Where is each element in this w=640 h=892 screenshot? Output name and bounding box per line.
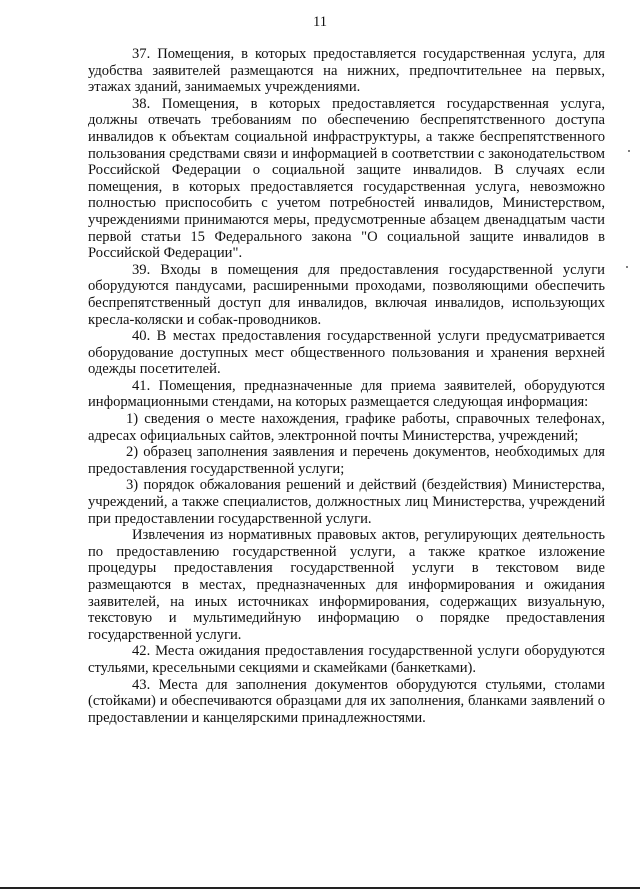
paragraph-42: 42. Места ожидания предоставления государственной услуги оборудуются стульями, кресельными секциями и скамейками (банкетками). [88, 643, 605, 676]
paragraph-37: 37. Помещения, в которых предоставляется государственная услуга, для удобства заявителей размещаются на нижних, предпочтительнее на первых, этажах зданий, занимаемых учреждениями. [88, 46, 605, 96]
list-item-2: 2) образец заполнения заявления и перечень документов, необходимых для предоставления государственной услуги; [88, 444, 605, 477]
paragraph-41: 41. Помещения, предназначенные для приема заявителей, оборудуются информационными стендами, на которых размещается следующая информация: [88, 377, 605, 411]
list-item-1: 1) сведения о месте нахождения, графике работы, справочных телефонах, адресах официальных сайтов, электронной почты Министерства, учреждений; [88, 411, 605, 444]
list-item-3: 3) порядок обжалования решений и действий (бездействия) Министерства, учреждений, а также специалистов, должностных лиц Министерства, учреждений при предоставлении государственной услуги. [88, 477, 605, 527]
page-number: 11 [312, 14, 328, 30]
scan-speck [626, 266, 628, 268]
paragraph-40: 40. В местах предоставления государственной услуги предусматривается оборудование доступных мест общественного пользования и хранения верхней одежды посетителей. [88, 328, 605, 378]
paragraph-39: 39. Входы в помещения для предоставления государственной услуги оборудуются пандусами, расширенными проходами, позволяющими обеспечить беспрепятственный доступ для инвалидов, включая инвалидов, использующих кресла-коляски и собак-проводников. [88, 261, 605, 328]
document-body [88, 46, 605, 726]
paragraph-extracts: Извлечения из нормативных правовых актов, регулирующих деятельность по предоставлению государственной услуги, а также краткое изложение процедуры предоставления государственной услуги в текстовом виде размещаются в местах, предназначенных для информирования и ожидания заявителей, на иных источниках информирования, содержащих визуальную, текстовую и мультимедийную информацию о порядке предоставления государственной услуги. [88, 527, 605, 643]
page-bottom-edge [0, 887, 640, 889]
paragraph-43: 43. Места для заполнения документов оборудуются стульями, столами (стойками) и обеспечиваются образцами для их заполнения, бланками заявлений о предоставлении и канцелярскими принадлежностями. [88, 676, 605, 726]
paragraph-38: 38. Помещения, в которых предоставляется государственная услуга, должны отвечать требованиям по обеспечению беспрепятственного доступа инвалидов к объектам социальной инфраструктуры, а также беспрепятственного пользования средствами связи и информацией в соответствии с законодательством Российской Федерации о социальной защите инвалидов. В случаях если помещения, в которых предоставляется государственная услуга, невозможно полностью приспособить с учетом потребностей инвалидов, Министерством, учреждениями принимаются меры, предусмотренные абзацем двенадцатым части первой статьи 15 Федерального закона "О социальной защите инвалидов в Российской Федерации". [88, 95, 605, 262]
scan-speck [628, 150, 630, 152]
